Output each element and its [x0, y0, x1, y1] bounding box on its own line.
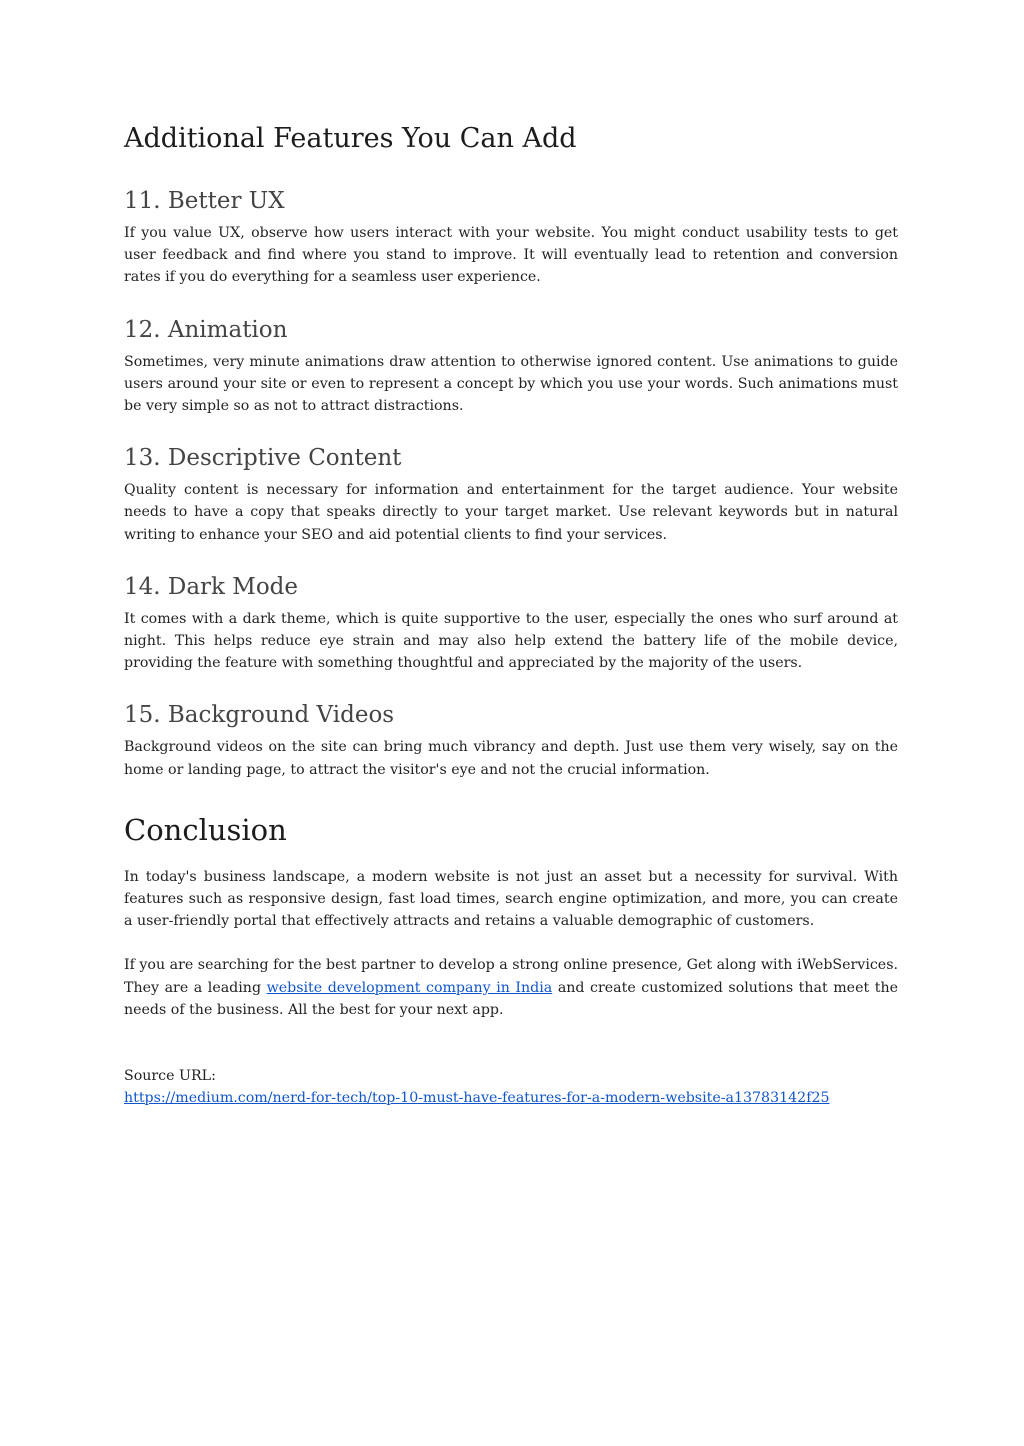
section-background-videos [124, 698, 898, 780]
conclusion-paragraph-1: In today's business landscape, a modern website is not just an asset but a necessity for survival. With features such as responsive design, fast load times, search engine optimization, and more, you can create a user-friendly portal that effectively attracts and retains a valuable demographic of customers. [124, 868, 898, 930]
source-url-link[interactable]: https://medium.com/nerd-for-tech/top-10-must-have-features-for-a-modern-website-a13783142f25 [124, 1090, 830, 1107]
section-better-ux [124, 184, 898, 289]
section-animation [124, 313, 898, 418]
paragraph-text: If you are searching for the best partner to develop a strong online presence, Get along with iWebServices. They are a leading [124, 957, 898, 996]
section-heading: 14. Dark Mode [124, 573, 299, 600]
company-link[interactable]: website development company in India [266, 979, 553, 996]
section-body: Sometimes, very minute animations draw attention to otherwise ignored content. Use animations to guide users around your site or even to represent a concept by which you use your words. Such animations must be very simple so as not to attract distractions. [124, 353, 898, 415]
source-block [124, 1065, 898, 1109]
paragraph-text: and create customized solutions that meet the needs of the business. All the best for your next app. [124, 979, 898, 1018]
conclusion-paragraph-2 [124, 954, 898, 1021]
section-heading: 11. Better UX [124, 188, 285, 214]
conclusion-section [124, 808, 898, 1021]
section-body: Background videos on the site can bring much vibrancy and depth. Just use them very wisely, say on the home or landing page, to attract the visitor's eye and not the crucial information. [124, 739, 898, 778]
section-heading: 12. Animation [124, 316, 288, 343]
source-label: Source URL: [124, 1068, 216, 1085]
section-heading: 15. Background Videos [124, 702, 395, 729]
document-page [124, 118, 898, 1109]
section-dark-mode [124, 570, 898, 675]
page-title: Additional Features You Can Add [124, 123, 577, 154]
section-body: Quality content is necessary for information and entertainment for the target audience. Your website needs to have a copy that speaks directly to your target market. Use relevant keywords but in natural writing to enhance your SEO and aid potential clients to find your services. [124, 482, 898, 543]
section-heading: 13. Descriptive Content [124, 445, 402, 472]
section-body: It comes with a dark theme, which is quite supportive to the user, especially the ones who surf around at night. This helps reduce eye strain and may also help extend the battery life of the mobile device, providing the feature with something thoughtful and appreciated by the majority of the users. [124, 610, 898, 672]
conclusion-title: Conclusion [124, 812, 287, 847]
section-descriptive-content [124, 441, 898, 546]
section-body: If you value UX, observe how users interact with your website. You might conduct usability tests to get user feedback and find where you stand to improve. It will eventually lead to retention and conversion rates if you do everything for a seamless user experience. [124, 225, 898, 286]
